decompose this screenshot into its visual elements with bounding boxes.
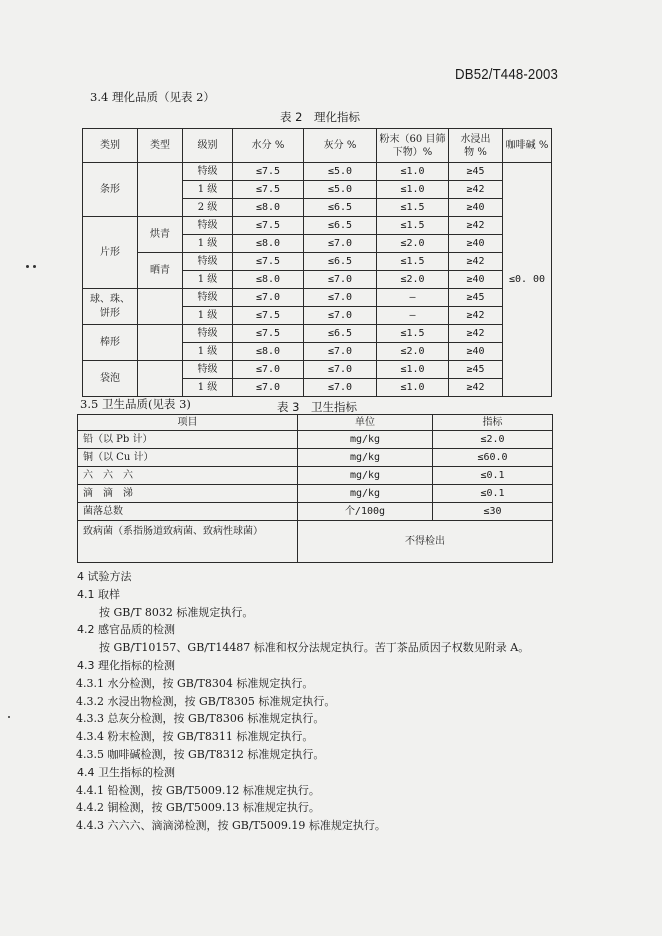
table-3-header-row	[78, 415, 553, 431]
unit-cell: mg/kg	[298, 467, 433, 485]
extract-cell: ≥42	[449, 325, 503, 343]
ash-cell: ≤5.0	[304, 163, 377, 181]
powder-cell: ≤1.5	[377, 325, 449, 343]
powder-cell: ≤2.0	[377, 271, 449, 289]
col-header-type: 类型	[138, 129, 183, 163]
type-cell-empty	[138, 325, 183, 361]
col-header-moisture: 水分 %	[233, 129, 304, 163]
grade-cell: 1 级	[183, 235, 233, 253]
ash-cell: ≤6.5	[304, 217, 377, 235]
pathogen-item-cell: 致病菌（系指肠道致病菌、致病性球菌）	[78, 521, 298, 563]
powder-cell: ≤2.0	[377, 235, 449, 253]
item-cell: 菌落总数	[78, 503, 298, 521]
col-header-powder: 粉末（60 目筛 下物）%	[377, 129, 449, 163]
extract-cell: ≥40	[449, 235, 503, 253]
ash-cell: ≤5.0	[304, 181, 377, 199]
table-row	[83, 325, 552, 343]
table-row	[78, 485, 553, 503]
table-row	[78, 431, 553, 449]
grade-cell: 1 级	[183, 379, 233, 397]
grade-cell: 1 级	[183, 307, 233, 325]
item-cell: 滴 滴 涕	[78, 485, 298, 503]
section-4-1-heading: 4.1 取样	[77, 587, 120, 601]
col-header-extract: 水浸出 物 %	[449, 129, 503, 163]
section-4-2-heading: 4.2 感官品质的检测	[77, 623, 175, 637]
moisture-cell: ≤8.0	[233, 271, 304, 289]
ash-cell: ≤7.0	[304, 361, 377, 379]
grade-cell: 2 级	[183, 199, 233, 217]
ash-cell: ≤6.5	[304, 325, 377, 343]
category-stick: 棒形	[83, 325, 138, 361]
category-flake: 片形	[83, 217, 138, 289]
col-header-category: 类别	[83, 129, 138, 163]
moisture-cell: ≤7.5	[233, 163, 304, 181]
unit-cell: 个/100g	[298, 503, 433, 521]
document-code: DB52/T448-2003	[455, 66, 559, 83]
table-3-hygiene	[77, 414, 553, 563]
section-4-3-item: 4.3.5 咖啡碱检测，按 GB/T8312 标准规定执行。	[76, 747, 325, 761]
powder-cell: ≤1.0	[377, 379, 449, 397]
table-row	[83, 163, 552, 181]
section-4-4-item: 4.4.2 铜检测，按 GB/T5009.13 标准规定执行。	[76, 801, 320, 815]
section-4-3-item: 4.3.3 总灰分检测，按 GB/T8306 标准规定执行。	[76, 712, 325, 726]
moisture-cell: ≤7.5	[233, 253, 304, 271]
moisture-cell: ≤8.0	[233, 343, 304, 361]
item-cell: 铅（以 Pb 计）	[78, 431, 298, 449]
scan-speck	[26, 265, 29, 268]
item-cell: 铜（以 Cu 计）	[78, 449, 298, 467]
moisture-cell: ≤7.0	[233, 361, 304, 379]
section-4-heading: 4 试验方法	[77, 570, 132, 583]
section-4-3-item: 4.3.4 粉末检测，按 GB/T8311 标准规定执行。	[76, 730, 314, 744]
section-4-4-item: 4.4.1 铅检测，按 GB/T5009.12 标准规定执行。	[76, 783, 320, 797]
table-2-caption: 表 2 理化指标	[280, 110, 360, 124]
extract-cell: ≥40	[449, 271, 503, 289]
section-4-3-item: 4.3.1 水分检测，按 GB/T8304 标准规定执行。	[76, 676, 314, 690]
moisture-cell: ≤7.5	[233, 307, 304, 325]
type-cell-empty	[138, 361, 183, 397]
table-row	[78, 503, 553, 521]
grade-cell: 特级	[183, 361, 233, 379]
grade-cell: 1 级	[183, 181, 233, 199]
powder-cell: ≤1.5	[377, 217, 449, 235]
table-row	[78, 467, 553, 485]
limit-cell: ≤0.1	[433, 485, 553, 503]
extract-cell: ≥40	[449, 343, 503, 361]
section-3-4-heading: 3.4 理化品质（见表 2）	[90, 90, 215, 104]
section-4-3-heading: 4.3 理化指标的检测	[77, 658, 175, 672]
type-cell-empty	[138, 289, 183, 325]
col-header-ash: 灰分 %	[304, 129, 377, 163]
category-strip: 条形	[83, 163, 138, 217]
section-4-1-text: 按 GB/T 8032 标准规定执行。	[99, 605, 254, 619]
col-header-unit: 单位	[298, 415, 433, 431]
grade-cell: 1 级	[183, 343, 233, 361]
limit-cell: ≤0.1	[433, 467, 553, 485]
section-4-2-text: 按 GB/T10157、GB/T14487 标准和权分法规定执行。苦丁茶品质因子权数见附录 A。	[99, 641, 530, 655]
col-header-limit: 指标	[433, 415, 553, 431]
extract-cell: ≥45	[449, 163, 503, 181]
unit-cell: mg/kg	[298, 485, 433, 503]
ash-cell: ≤7.0	[304, 343, 377, 361]
section-3-5-heading: 3.5 卫生品质(见表 3)	[80, 397, 191, 411]
table-row	[83, 361, 552, 379]
extract-cell: ≥40	[449, 199, 503, 217]
grade-cell: 特级	[183, 163, 233, 181]
moisture-cell: ≤7.5	[233, 325, 304, 343]
moisture-cell: ≤7.0	[233, 379, 304, 397]
powder-cell: ≤1.0	[377, 163, 449, 181]
ash-cell: ≤7.0	[304, 271, 377, 289]
table-row	[78, 449, 553, 467]
section-4-test-methods	[0, 568, 662, 835]
section-4-4-item: 4.4.3 六六六、滴滴涕检测，按 GB/T5009.19 标准规定执行。	[76, 819, 386, 833]
extract-cell: ≥42	[449, 217, 503, 235]
powder-cell: ≤1.0	[377, 361, 449, 379]
category-ball: 球、珠、 饼形	[83, 289, 138, 325]
moisture-cell: ≤8.0	[233, 199, 304, 217]
item-cell: 六 六 六	[78, 467, 298, 485]
table-row	[83, 253, 552, 271]
col-header-grade: 级别	[183, 129, 233, 163]
limit-cell: ≤2.0	[433, 431, 553, 449]
caffeine-cell: ≤0. 00	[503, 163, 552, 397]
col-header-item: 项目	[78, 415, 298, 431]
ash-cell: ≤7.0	[304, 379, 377, 397]
grade-cell: 特级	[183, 289, 233, 307]
type-cell-empty	[138, 163, 183, 217]
unit-cell: mg/kg	[298, 449, 433, 467]
col-header-caffeine: 咖啡碱 %	[503, 129, 552, 163]
table-2-header-row	[83, 129, 552, 163]
type-sun-dried: 晒青	[138, 253, 183, 289]
category-teabag: 袋泡	[83, 361, 138, 397]
powder-cell: —	[377, 307, 449, 325]
section-4-4-heading: 4.4 卫生指标的检测	[77, 765, 175, 779]
powder-cell: —	[377, 289, 449, 307]
grade-cell: 特级	[183, 325, 233, 343]
powder-cell: ≤1.5	[377, 199, 449, 217]
powder-cell: ≤1.0	[377, 181, 449, 199]
ash-cell: ≤6.5	[304, 199, 377, 217]
table-row	[83, 289, 552, 307]
grade-cell: 特级	[183, 253, 233, 271]
extract-cell: ≥45	[449, 361, 503, 379]
pathogen-requirement-cell: 不得检出	[298, 521, 553, 563]
ash-cell: ≤7.0	[304, 289, 377, 307]
table-2-physicochemical	[82, 128, 552, 397]
unit-cell: mg/kg	[298, 431, 433, 449]
extract-cell: ≥42	[449, 253, 503, 271]
table-row-pathogen	[78, 521, 553, 563]
section-4-3-item: 4.3.2 水浸出物检测，按 GB/T8305 标准规定执行。	[76, 694, 336, 708]
ash-cell: ≤7.0	[304, 235, 377, 253]
limit-cell: ≤30	[433, 503, 553, 521]
ash-cell: ≤7.0	[304, 307, 377, 325]
moisture-cell: ≤7.0	[233, 289, 304, 307]
powder-cell: ≤1.5	[377, 253, 449, 271]
type-baked: 烘青	[138, 217, 183, 253]
moisture-cell: ≤8.0	[233, 235, 304, 253]
powder-cell: ≤2.0	[377, 343, 449, 361]
grade-cell: 1 级	[183, 271, 233, 289]
extract-cell: ≥45	[449, 289, 503, 307]
extract-cell: ≥42	[449, 379, 503, 397]
scan-speck	[8, 716, 10, 718]
moisture-cell: ≤7.5	[233, 181, 304, 199]
grade-cell: 特级	[183, 217, 233, 235]
extract-cell: ≥42	[449, 181, 503, 199]
extract-cell: ≥42	[449, 307, 503, 325]
table-row	[83, 217, 552, 235]
table-3-caption: 表 3 卫生指标	[277, 400, 357, 414]
limit-cell: ≤60.0	[433, 449, 553, 467]
moisture-cell: ≤7.5	[233, 217, 304, 235]
scan-speck	[33, 265, 36, 268]
ash-cell: ≤6.5	[304, 253, 377, 271]
